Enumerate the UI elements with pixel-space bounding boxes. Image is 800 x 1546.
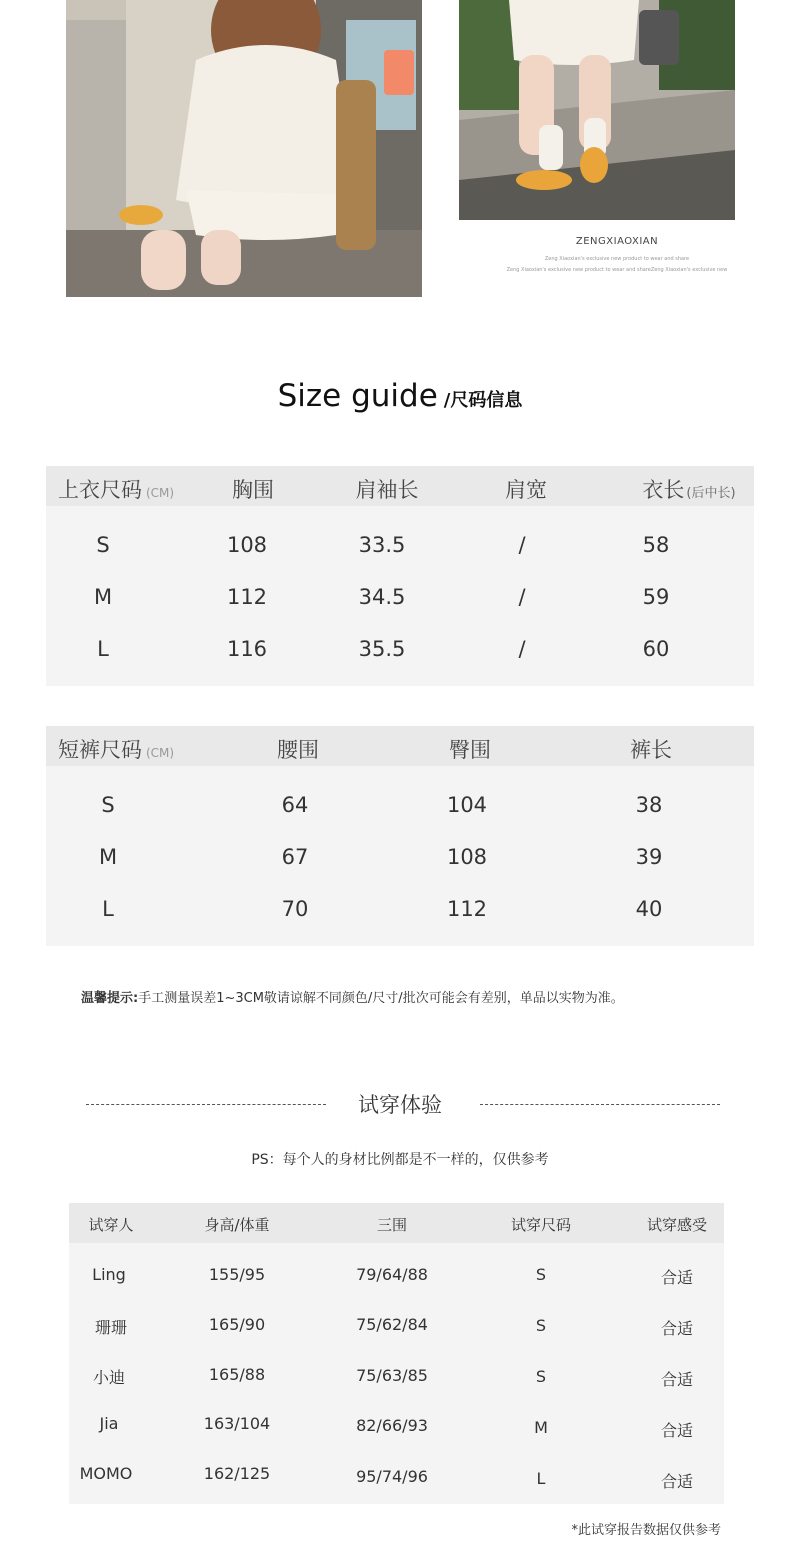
hip-cell: 108	[446, 845, 488, 869]
height-weight: 162/125	[203, 1464, 271, 1483]
tryon-size: S	[535, 1265, 547, 1284]
measurements: 95/74/96	[356, 1467, 428, 1486]
chest-cell: 116	[226, 637, 268, 661]
top-size-table	[46, 466, 754, 686]
model-photo-right	[459, 0, 735, 220]
column-header	[642, 474, 735, 504]
length-cell: 58	[642, 533, 670, 557]
length-cell: 60	[642, 637, 670, 661]
brand-tagline-repeat: Zeng Xiaoxian's exclusive new product to wear and shareZeng Xiaoxian's exclusive new	[506, 267, 728, 273]
height-weight: 165/88	[208, 1365, 266, 1384]
size-cell: S	[101, 793, 115, 817]
table-header	[69, 1203, 724, 1243]
tip-text: 手工测量误差1~3CM敬请谅解不同颜色/尺寸/批次可能会有差别，单品以实物为准。	[138, 991, 624, 1006]
waist-cell: 64	[281, 793, 309, 817]
measurements: 82/66/93	[356, 1416, 428, 1435]
table-header	[46, 726, 754, 766]
size-guide-subtitle: /尺码信息	[443, 390, 523, 411]
tryon-size: L	[536, 1469, 546, 1488]
column-header: 臀围	[449, 738, 491, 762]
length-cell: 39	[635, 845, 663, 869]
chest-cell: 112	[226, 585, 268, 609]
length-label: 衣长	[642, 478, 685, 502]
tryon-feel: 合适	[660, 1421, 694, 1440]
tryon-size: M	[534, 1418, 548, 1437]
size-guide-title: Size guide	[277, 378, 438, 414]
ps-note: PS：每个人的身材比例都是不一样的，仅供参考	[251, 1152, 549, 1168]
sleeve-cell: 33.5	[358, 533, 406, 557]
tester-name: Jia	[99, 1414, 119, 1433]
column-header: 试穿人	[88, 1216, 134, 1234]
tryon-size: S	[535, 1367, 547, 1386]
tryon-footnote: *此试穿报告数据仅供参考	[571, 1523, 721, 1538]
chest-cell: 108	[226, 533, 268, 557]
column-header: 试穿感受	[646, 1216, 708, 1234]
tryon-feel: 合适	[660, 1319, 694, 1338]
waist-cell: 70	[281, 897, 309, 921]
length-cell: 59	[642, 585, 670, 609]
measurement-tip	[81, 987, 624, 1006]
shoulder-cell: /	[518, 533, 526, 557]
column-header: 腰围	[277, 738, 319, 762]
tester-name: MOMO	[79, 1464, 133, 1483]
hip-cell: 104	[446, 793, 488, 817]
size-label: 上衣尺码	[58, 478, 142, 502]
shorts-size-table	[46, 726, 754, 946]
model-photo-left	[66, 0, 422, 297]
sleeve-cell: 35.5	[358, 637, 406, 661]
measurements: 79/64/88	[356, 1265, 428, 1284]
dashed-divider-right	[480, 1104, 720, 1105]
height-weight: 163/104	[203, 1414, 271, 1433]
size-cell: M	[93, 585, 113, 609]
table-header	[46, 466, 754, 506]
tip-label: 温馨提示:	[81, 991, 139, 1006]
tryon-title: 试穿体验	[358, 1093, 442, 1117]
length-note: (后中长)	[686, 486, 736, 501]
size-column-header	[58, 474, 174, 504]
size-cell: M	[98, 845, 118, 869]
brand-name: ZENGXIAOXIAN	[575, 236, 659, 247]
length-cell: 40	[635, 897, 663, 921]
waist-cell: 67	[281, 845, 309, 869]
column-header: 胸围	[232, 478, 274, 502]
tester-name: 小迪	[92, 1368, 126, 1387]
size-cell: L	[102, 897, 114, 921]
shoulder-cell: /	[518, 585, 526, 609]
column-header: 身高/体重	[204, 1216, 270, 1234]
size-cell: S	[96, 533, 110, 557]
column-header: 三围	[376, 1216, 408, 1234]
tryon-table	[69, 1203, 724, 1504]
column-header: 肩袖长	[355, 478, 419, 502]
measurements: 75/63/85	[356, 1366, 428, 1385]
column-header: 试穿尺码	[510, 1216, 572, 1234]
unit-label: (CM)	[146, 746, 175, 760]
brand-tagline: Zeng Xiaoxian's exclusive new product to wear and share	[544, 256, 690, 262]
column-header: 肩宽	[505, 478, 547, 502]
shoulder-cell: /	[518, 637, 526, 661]
unit-label: (CM)	[146, 486, 175, 500]
hip-cell: 112	[446, 897, 488, 921]
size-cell: L	[97, 637, 109, 661]
sleeve-cell: 34.5	[358, 585, 406, 609]
tester-name: 珊珊	[94, 1318, 128, 1337]
size-guide-heading	[0, 378, 800, 414]
tester-name: Ling	[92, 1265, 126, 1284]
size-column-header	[58, 734, 174, 764]
column-header: 裤长	[630, 738, 672, 762]
tryon-feel: 合适	[660, 1268, 694, 1287]
measurements: 75/62/84	[356, 1315, 428, 1334]
length-cell: 38	[635, 793, 663, 817]
height-weight: 155/95	[208, 1265, 266, 1284]
tryon-size: S	[535, 1316, 547, 1335]
tryon-feel: 合适	[660, 1472, 694, 1491]
tryon-section-title	[0, 1087, 800, 1121]
height-weight: 165/90	[208, 1315, 266, 1334]
tryon-feel: 合适	[660, 1370, 694, 1389]
size-label: 短裤尺码	[58, 738, 142, 762]
